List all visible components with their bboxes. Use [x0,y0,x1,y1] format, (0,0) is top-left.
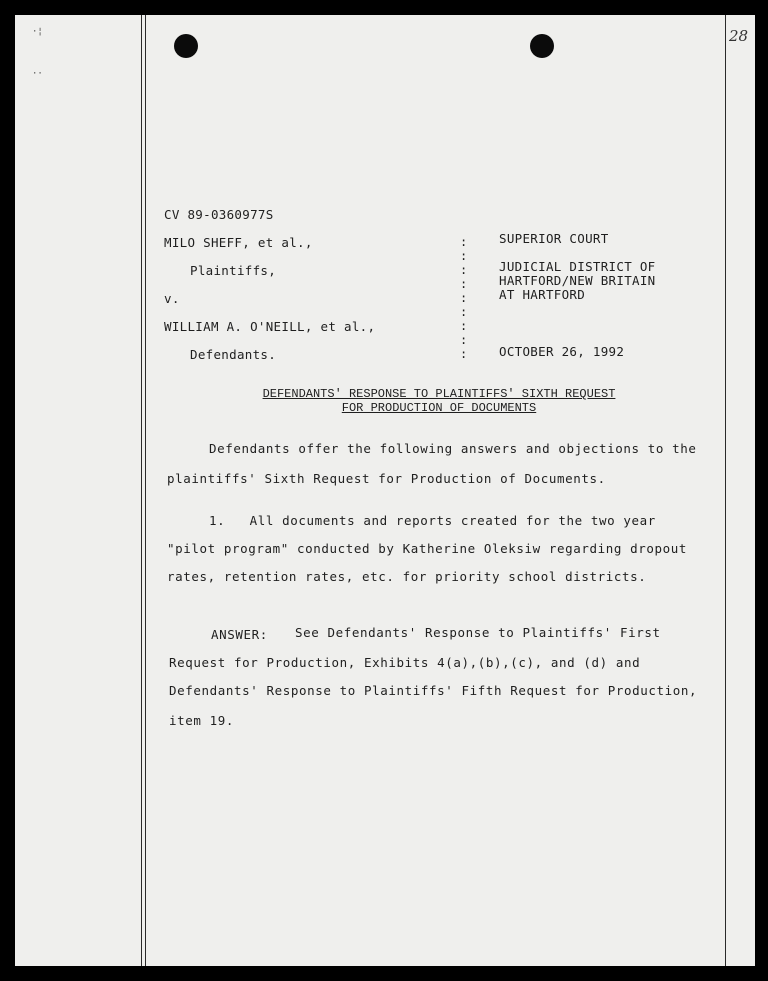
district-line: JUDICIAL DISTRICT OF [499,259,656,274]
versus: v. [164,291,180,306]
margin-mark: ·· [32,69,43,79]
defendant-name: WILLIAM A. O'NEILL, et al., [164,319,376,334]
filing-date: OCTOBER 26, 1992 [499,344,625,359]
left-margin-rule-inner [145,15,146,966]
intro-line: Defendants offer the following answers and objections to the [209,441,697,456]
district-line: HARTFORD/NEW BRITAIN [499,273,656,288]
intro-line: plaintiffs' Sixth Request for Production of Documents. [167,471,606,486]
answer-label: ANSWER: [211,627,268,642]
answer-line: Defendants' Response to Plaintiffs' Fifth Request for Production, [169,683,698,698]
answer-line: item 19. [169,713,235,728]
document-title-line2: FOR PRODUCTION OF DOCUMENTS [341,401,537,415]
case-number: CV 89-0360977S [164,207,274,222]
court-name: SUPERIOR COURT [499,231,609,246]
defendant-role: Defendants. [190,347,277,362]
answer-line: Request for Production, Exhibits 4(a),(b),(c), and (d) and [169,655,641,670]
left-margin-rule [141,15,142,966]
margin-mark: ·¦ [32,27,43,37]
punch-hole-right [530,34,554,58]
plaintiff-name: MILO SHEFF, et al., [164,235,313,250]
request-line: "pilot program" conducted by Katherine Oleksiw regarding dropout [167,541,688,556]
district-line: AT HARTFORD [499,287,586,302]
document-title-line1: DEFENDANTS' RESPONSE TO PLAINTIFFS' SIXTH REQUEST [262,387,616,401]
answer-line: See Defendants' Response to Plaintiffs' First [295,625,661,640]
handwritten-page-number: 28 [729,27,749,45]
request-line: 1. All documents and reports created for the two year [209,513,656,528]
right-margin-rule [725,15,726,966]
request-line: rates, retention rates, etc. for priority school districts. [167,569,647,584]
plaintiff-role: Plaintiffs, [190,263,277,278]
punch-hole-left [174,34,198,58]
document-page: 28 ·¦ ·· CV 89-0360977S MILO SHEFF, et al., Plaintiffs, v. WILLIAM A. O'NEILL, et al., Defendants. : : : : : : : : : SUPERIOR COURT JUDICIAL DISTRICT OF HARTFORD/NEW BRITAIN AT HARTFORD OCTOBER 26, 1992 DEFENDANTS' RESPONSE TO PLAINTIFFS' SIXTH REQUEST FOR PRODUCTION OF DOCUMENTS Defendants offer the following answers and objections to the plaintiffs' Sixth Request for Production of Documents. 1. All documents and reports created for the two year "pilot program" conducted by Katherine Oleksiw regarding dropout rates, retention rates, etc. for priority school districts. ANSWER: See Defendants' Response to Plaintiffs' First Request for Production, Exhibits 4(a),(b),(c), and (d) and Defendants' Response to Plaintiffs' Fifth Request for Production, item 19. [15,15,755,966]
